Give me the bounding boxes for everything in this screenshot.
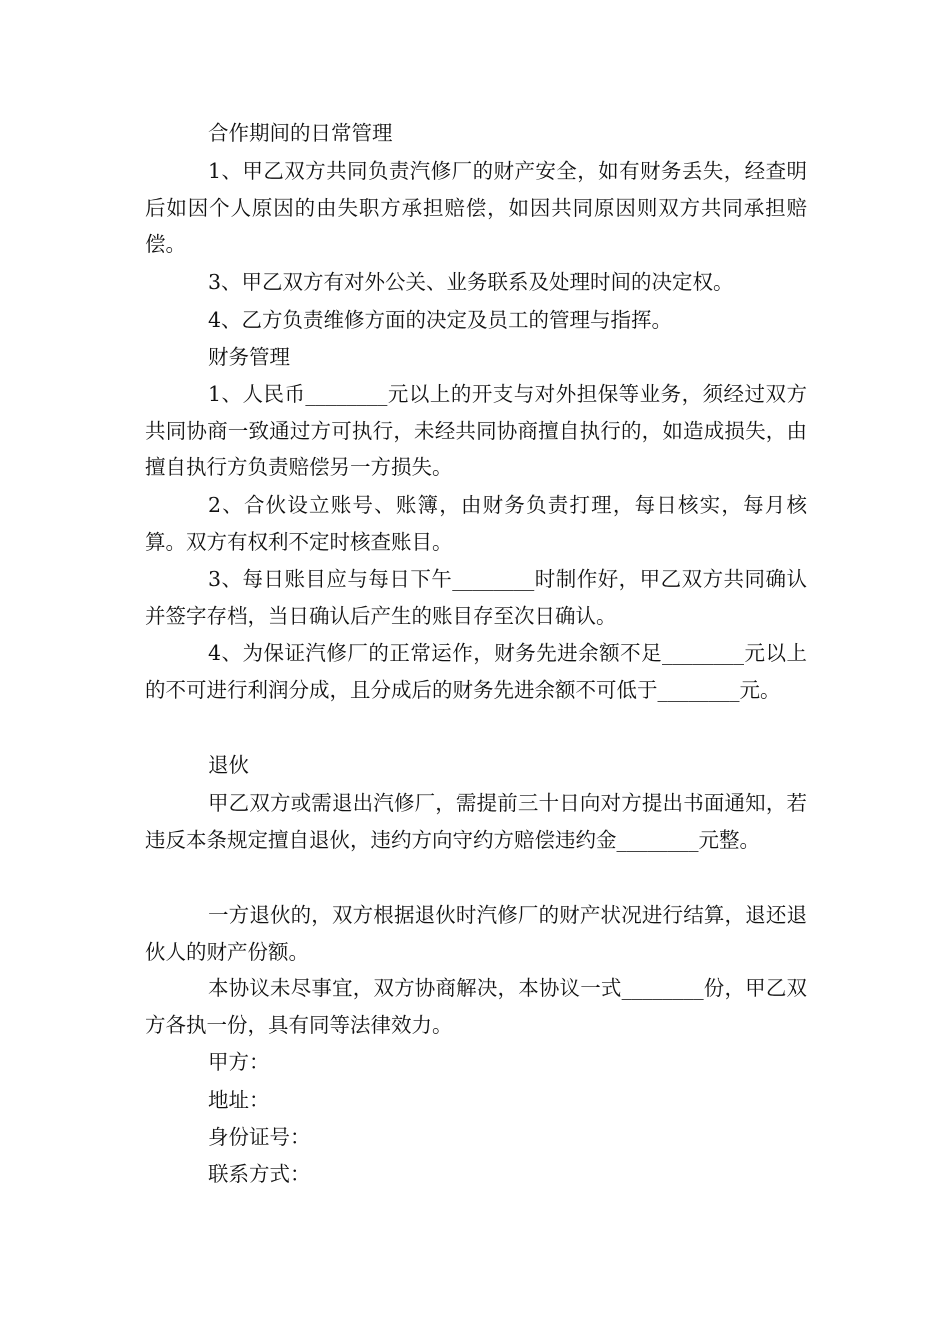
clause-withdrawal-1: 甲乙双方或需退出汽修厂，需提前三十日向对方提出书面通知，若违反本条规定擅自退伙，违约方向守约方赔偿违约金________元整。 <box>145 791 807 852</box>
clause-finance-4: 4、为保证汽修厂的正常运作，财务先进余额不足________元以上的不可进行利润分成，且分成后的财务先进余额不可低于________元。 <box>145 641 807 702</box>
clause-withdrawal-2: 一方退伙的，双方根据退伙时汽修厂的财产状况进行结算，退还退伙人的财产份额。 <box>145 903 807 964</box>
clause-daily-1: 1、甲乙双方共同负责汽修厂的财产安全，如有财务丢失，经查明后如因个人原因的由失职方承担赔偿，如因共同原因则双方共同承担赔偿。 <box>145 159 807 256</box>
clause-daily-4: 4、乙方负责维修方面的决定及员工的管理与指挥。 <box>208 308 673 332</box>
clause-daily-3: 3、甲乙双方有对外公关、业务联系及处理时间的决定权。 <box>208 270 734 294</box>
clause-finance-3: 3、每日账目应与每日下午________时制作好，甲乙双方共同确认并签字存档，当日确认后产生的账目存至次日确认。 <box>145 567 807 628</box>
closing-clause: 本协议未尽事宜，双方协商解决，本协议一式________份，甲乙双方各执一份，具有同等法律效力。 <box>145 976 807 1037</box>
party-a-label: 甲方： <box>208 1050 270 1074</box>
heading-withdrawal: 退伙 <box>208 753 249 777</box>
address-label: 地址： <box>208 1088 270 1112</box>
clause-finance-1: 1、人民币________元以上的开支与对外担保等业务，须经过双方共同协商一致通过方可执行，未经共同协商擅自执行的，如造成损失，由擅自执行方负责赔偿另一方损失。 <box>145 382 807 479</box>
heading-daily-management: 合作期间的日常管理 <box>208 121 393 145</box>
heading-finance-management: 财务管理 <box>208 345 290 369</box>
contact-label: 联系方式： <box>208 1162 311 1186</box>
clause-finance-2: 2、合伙设立账号、账簿，由财务负责打理，每日核实，每月核算。双方有权利不定时核查账目。 <box>145 493 807 554</box>
id-number-label: 身份证号： <box>208 1125 311 1149</box>
